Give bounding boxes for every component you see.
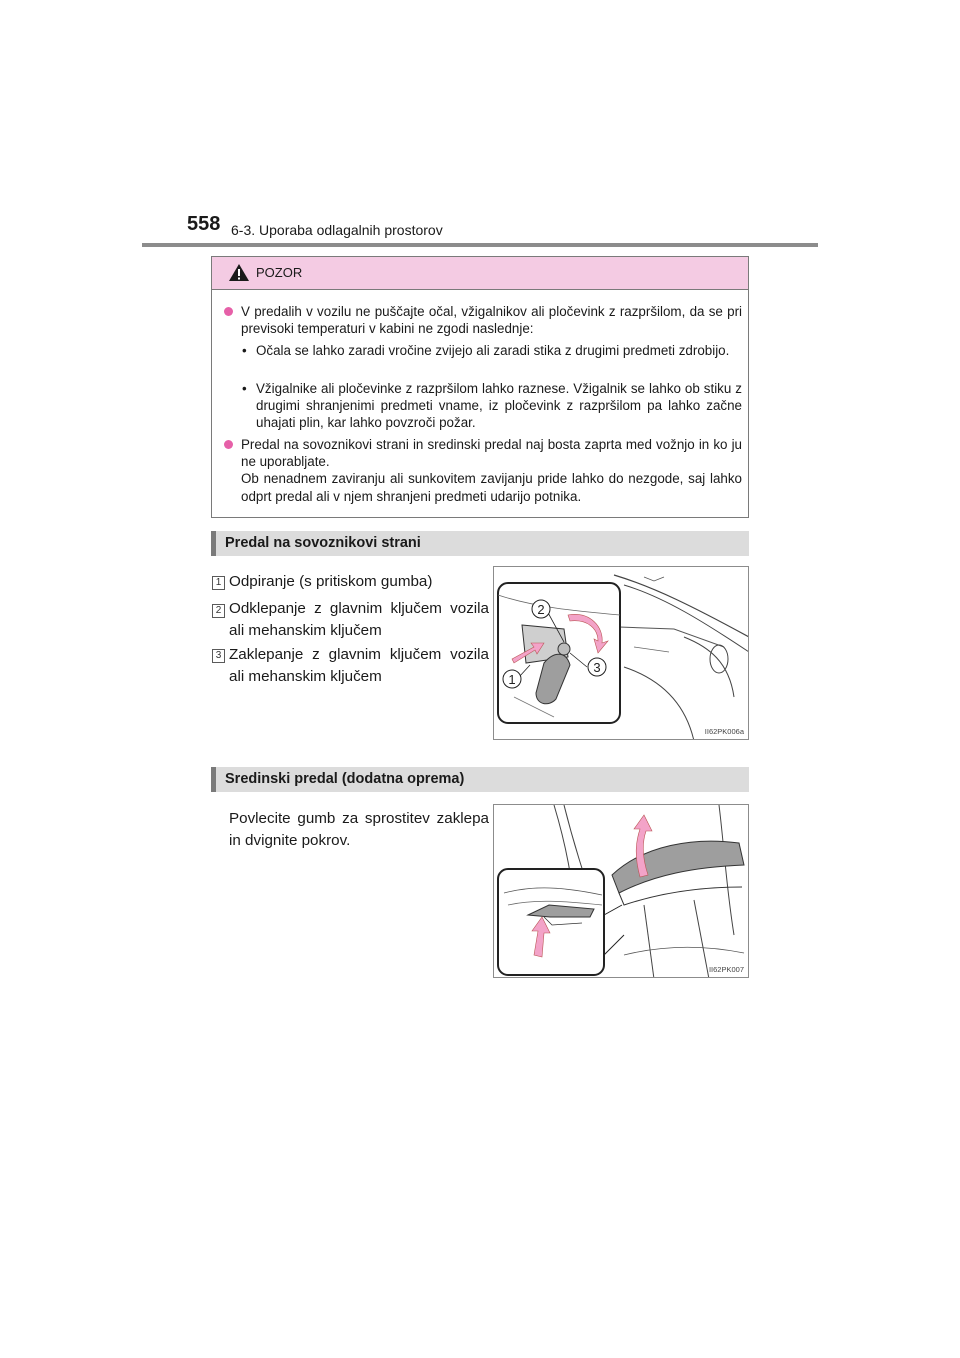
warning-bullet-1: V predalih v vozilu ne puščajte očal, vžigalnikov ali pločevink z razpršilom, da se pri previsoki temperaturi v kabini ne zgodi naslednje: xyxy=(241,304,742,337)
step-text-2: Odklepanje z glavnim ključem vozila ali mehanskim ključem xyxy=(229,600,489,639)
console-instruction: Povlecite gumb za sprostitev zaklepa in dvignite pokrov. xyxy=(229,810,489,849)
figure-center-console xyxy=(493,804,749,978)
step-number-1: 1 xyxy=(212,576,225,590)
bullet-icon xyxy=(224,440,233,449)
warning-bullet-2-line1: Predal na sovoznikovi strani in sredinski predal naj bosta zaprta med vožnjo in ko ju ne uporabljate. xyxy=(241,437,742,470)
warning-box xyxy=(211,256,749,518)
section-bar-title: Sredinski predal (dodatna oprema) xyxy=(225,771,465,787)
warning-title: POZOR xyxy=(256,265,303,280)
warning-subitem-2 xyxy=(242,380,742,432)
subitem-text: Vžigalnike ali pločevinke z razpršilom lahko raznese. Vžigalnik se lahko ob stiku z drugimi shranjenimi predmeti vname, iz pločevink z razpršilom pa lahko začne uhajati plin, kar lahko povzroči požar. xyxy=(256,381,742,431)
section-bar-stripe xyxy=(211,767,216,792)
section-bar-title: Predal na sovoznikovi strani xyxy=(225,535,421,551)
step-number-3: 3 xyxy=(212,649,225,663)
step-text-1: Odpiranje (s pritiskom gumba) xyxy=(229,573,433,590)
callout-3: 3 xyxy=(593,660,601,675)
warning-bullet-2-line2: Ob nenadnem zaviranju ali sunkovitem zavijanju pride lahko do nezgode, saj lahko odprt predal ali v njem shranjeni predmeti udarijo potnika. xyxy=(241,471,742,504)
warning-header xyxy=(212,257,748,290)
figure-code: II62PK006a xyxy=(704,727,744,736)
section-bar-stripe xyxy=(211,531,216,556)
step-number-2: 2 xyxy=(212,604,225,618)
warning-bullet-2 xyxy=(241,436,742,505)
callout-2: 2 xyxy=(537,602,545,617)
section-title: 6-3. Uporaba odlagalnih prostorov xyxy=(231,222,443,238)
warning-subitem-1 xyxy=(242,342,742,359)
warning-triangle-icon xyxy=(228,263,250,282)
subitem-marker: • xyxy=(242,381,247,396)
glovebox-illustration xyxy=(494,567,749,740)
console-illustration xyxy=(494,805,749,978)
callout-1: 1 xyxy=(508,672,516,687)
header-rule xyxy=(142,243,818,247)
subitem-marker: • xyxy=(242,343,247,358)
step-text-3: Zaklepanje z glavnim ključem vozila ali mehanskim ključem xyxy=(229,646,489,685)
bullet-icon xyxy=(224,307,233,316)
subitem-text: Očala se lahko zaradi vročine zvijejo ali zaradi stika z drugimi predmeti zdrobijo. xyxy=(256,343,730,358)
page-number: 558 xyxy=(187,213,221,235)
section-bar-passenger-glovebox xyxy=(211,531,749,556)
figure-code: II62PK007 xyxy=(708,965,744,974)
section-bar-center-console xyxy=(211,767,749,792)
figure-glovebox xyxy=(493,566,749,740)
